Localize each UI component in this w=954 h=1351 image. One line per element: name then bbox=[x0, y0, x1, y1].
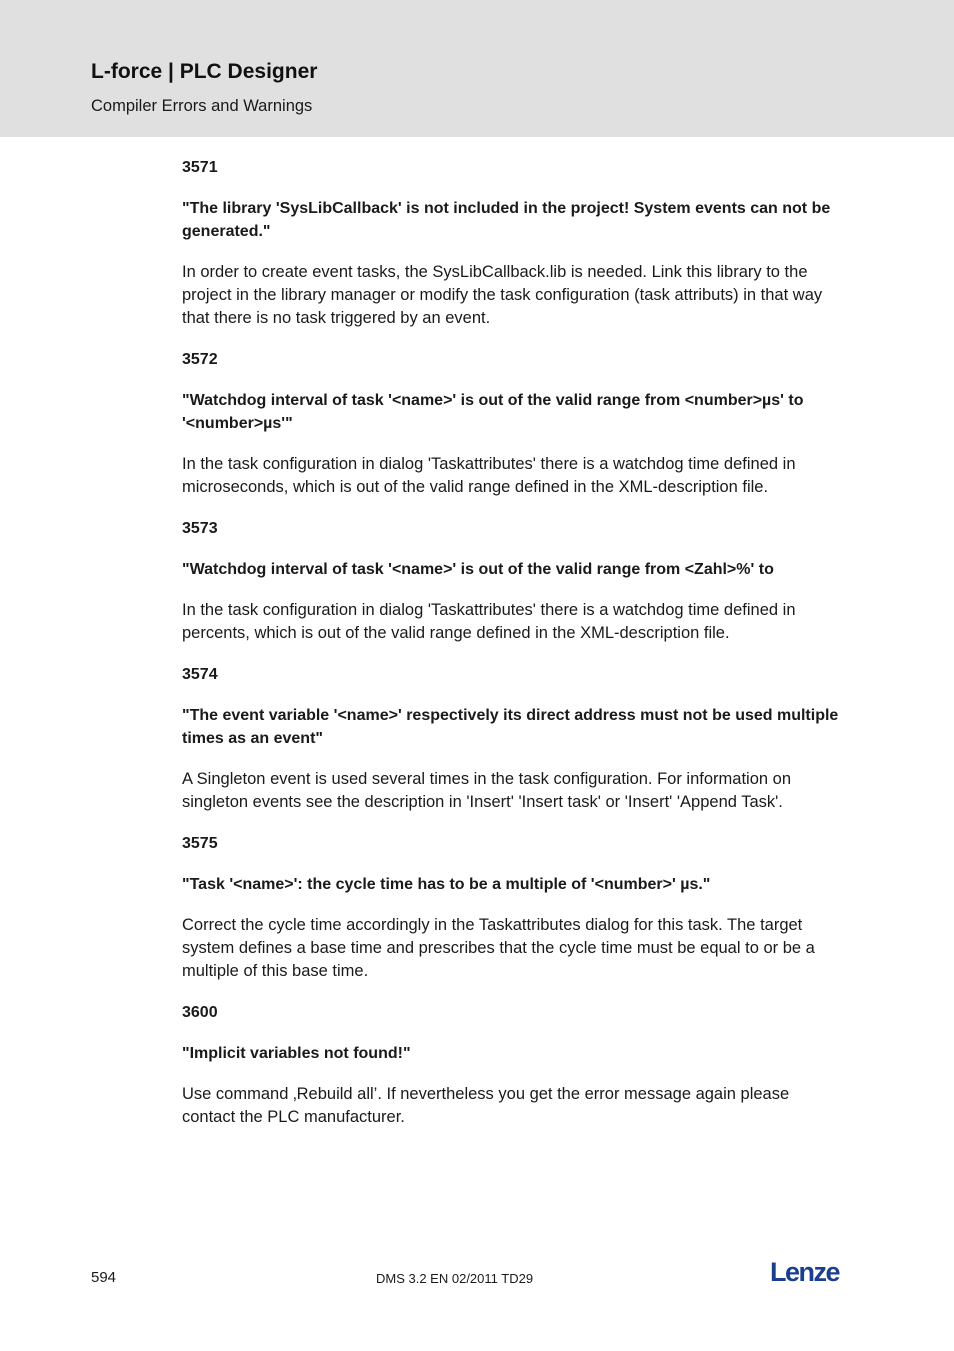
document-id: DMS 3.2 EN 02/2011 TD29 bbox=[376, 1271, 534, 1286]
svg-text:Lenze: Lenze bbox=[770, 1257, 840, 1287]
error-code: 3573 bbox=[182, 520, 218, 537]
error-code: 3574 bbox=[182, 666, 218, 683]
section-subtitle: Compiler Errors and Warnings bbox=[91, 97, 313, 115]
error-entry bbox=[182, 348, 846, 499]
error-list bbox=[182, 156, 846, 1147]
error-entry bbox=[182, 1001, 846, 1129]
error-message: "Watchdog interval of task '<name>' is out of the valid range from <Zahl>%' to bbox=[182, 561, 774, 578]
error-entry bbox=[182, 156, 846, 330]
error-entry bbox=[182, 663, 846, 814]
error-message: "The library 'SysLibCallback' is not included in the project! System events can not be generated." bbox=[182, 200, 831, 240]
error-description: In order to create event tasks, the SysLibCallback.lib is needed. Link this library to the project in the library manager or modify the task configuration (task attributs) in that way that there is no task triggered by an event. bbox=[182, 263, 823, 327]
error-description: Use command ‚Rebuild all’. If nevertheless you get the error message again please contact the PLC manufacturer. bbox=[182, 1085, 790, 1126]
error-code: 3575 bbox=[182, 835, 218, 852]
error-code: 3571 bbox=[182, 159, 218, 176]
error-description: In the task configuration in dialog 'Taskattributes' there is a watchdog time defined in percents, which is out of the valid range defined in the XML-description file. bbox=[182, 601, 796, 642]
error-message: "The event variable '<name>' respectively its direct address must not be used multiple times as an event" bbox=[182, 707, 839, 747]
error-code: 3600 bbox=[182, 1004, 218, 1021]
error-entry bbox=[182, 517, 846, 645]
error-message: "Watchdog interval of task '<name>' is out of the valid range from <number>µs' to '<number>µs'" bbox=[182, 392, 804, 432]
error-code: 3572 bbox=[182, 351, 218, 368]
error-message: "Implicit variables not found!" bbox=[182, 1045, 411, 1062]
error-description: A Singleton event is used several times in the task configuration. For information on singleton events see the description in 'Insert' 'Insert task' or 'Insert' 'Append Task'. bbox=[182, 770, 791, 811]
error-message: "Task '<name>': the cycle time has to be a multiple of '<number>' µs." bbox=[182, 876, 711, 893]
lenze-logo bbox=[770, 1257, 850, 1287]
page-number: 594 bbox=[91, 1269, 117, 1286]
document-title: L-force | PLC Designer bbox=[91, 60, 318, 83]
error-description: Correct the cycle time accordingly in the Taskattributes dialog for this task. The target system defines a base time and prescribes that the cycle time must be equal to or be a multiple of this base time. bbox=[182, 916, 815, 980]
error-description: In the task configuration in dialog 'Taskattributes' there is a watchdog time defined in microseconds, which is out of the valid range defined in the XML-description file. bbox=[182, 455, 796, 496]
page-header bbox=[0, 0, 954, 137]
error-entry bbox=[182, 832, 846, 983]
